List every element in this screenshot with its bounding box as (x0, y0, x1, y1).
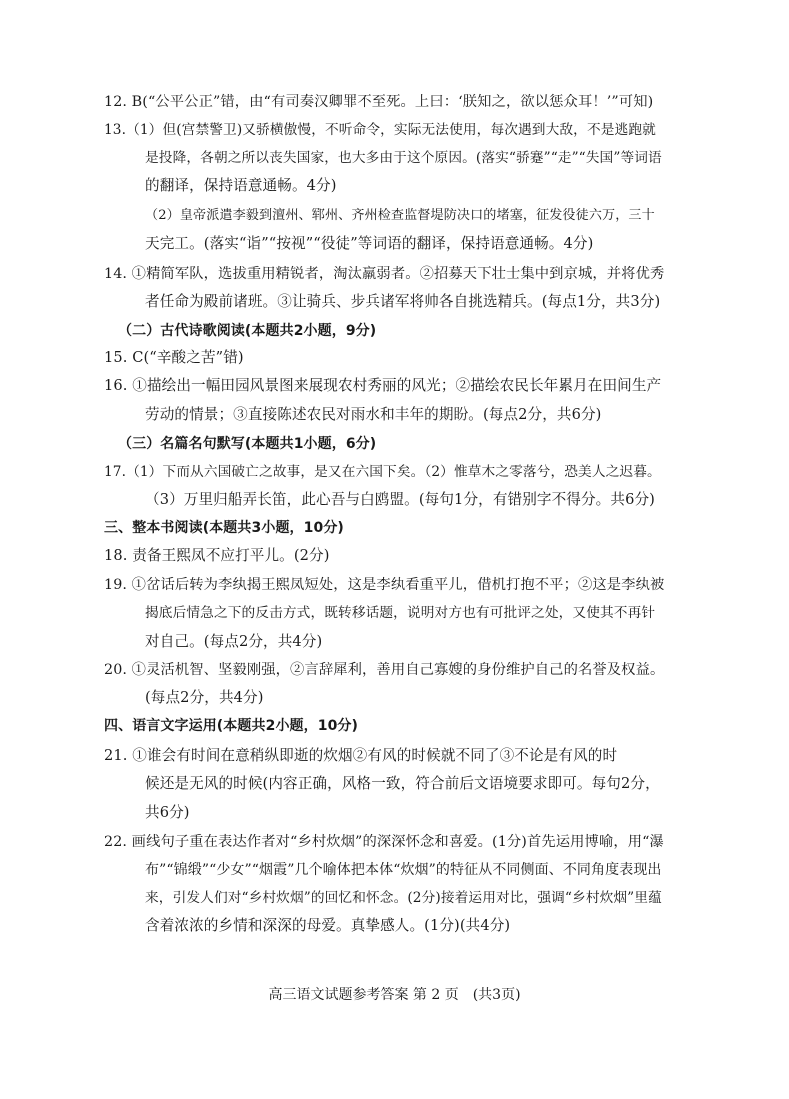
answer-22-line3: 来，引发人们对“乡村炊烟”的回忆和怀念。(2分)接着运用对比，强调“乡村炊烟”里蕴 (145, 890, 662, 906)
section-heading-whole-book-reading: 三、整本书阅读(本题共3小题，10分) (104, 520, 344, 536)
answer-12: 12. B(“公平公正”错，由“有司奏汉卿罪不至死。上曰：‘朕知之，欲以惩众耳！’”可知) (104, 94, 654, 110)
answer-22-line2: 布”“锦缎”“少女”“烟霞”几个喻体把本体“炊烟”的特征从不同侧面、不同角度表现出 (145, 862, 662, 878)
answer-17-line2: （3）万里归船弄长笛，此心吾与白鸥盟。(每句1分，有错别字不得分。共6分) (145, 491, 655, 508)
answer-20-line2: (每点2分，共4分) (145, 689, 264, 706)
answer-19-line1: 19. ①岔话后转为李纨揭王熙凤短处，这是李纨看重平儿，借机打抱不平；②这是李纨被 (104, 577, 665, 593)
answer-13-part1-line3: 的翻译，保持语意通畅。4分) (145, 177, 337, 194)
answer-21-line3: 共6分) (145, 804, 190, 821)
answer-15: 15. C(“辛酸之苦”错) (104, 349, 244, 366)
answer-21-line2: 候还是无风的时候(内容正确，风格一致，符合前后文语境要求即可。每句2分， (145, 775, 660, 792)
section-heading-famous-lines: （三）名篇名句默写(本题共1小题，6分) (118, 436, 377, 452)
answer-13-part2-line2: 天完工。(落实“诣”“按视”“役徒”等词语的翻译，保持语意通畅。4分) (145, 235, 594, 252)
answer-14-line2: 者任命为殿前诸班。③让骑兵、步兵诸军将帅各自挑选精兵。(每点1分，共3分) (145, 293, 661, 310)
answer-13-part1-line2: 是投降，各朝之所以丧失国家，也大多由于这个原因。(落实“骄蹇”“走”“失国”等词语 (145, 150, 662, 166)
answer-17-line1: 17.（1）下而从六国破亡之故事，是又在六国下矣。（2）惟草木之零落兮，恐美人之迟暮。 (104, 464, 661, 480)
answer-14-line1: 14. ①精简军队，选拔重用精锐者，淘汰羸弱者。②招募天下壮士集中到京城，并将优秀 (104, 266, 665, 282)
page-footer: 高三语文试题参考答案 第 2 页 (共3页) (268, 987, 521, 1003)
answer-18: 18. 责备王熙凤不应打平儿。(2分) (104, 547, 330, 564)
answer-16-line1: 16. ①描绘出一幅田园风景图来展现农村秀丽的风光；②描绘农民长年累月在田间生产 (104, 377, 662, 394)
section-heading-ancient-poetry: （二）古代诗歌阅读(本题共2小题，9分) (118, 323, 377, 339)
answer-21-line1: 21. ①谁会有时间在意稍纵即逝的炊烟②有风的时候就不同了③不论是有风的时 (104, 747, 618, 764)
answer-13-part1-line1: 13.（1）但(宫禁警卫)又骄横傲慢，不听命令，实际无法使用，每次遇到大敌，不是逃跑就 (104, 122, 656, 138)
answer-16-line2: 劳动的情景；③直接陈述农民对雨水和丰年的期盼。(每点2分，共6分) (145, 406, 602, 423)
answer-19-line3: 对自己。(每点2分，共4分) (145, 633, 323, 650)
section-heading-language-use: 四、语言文字运用(本题共2小题，10分) (104, 718, 359, 734)
answer-22-line4: 含着浓浓的乡情和深深的母爱。真挚感人。(1分)(共4分) (145, 917, 511, 934)
answer-19-line2: 揭底后情急之下的反击方式，既转移话题，说明对方也有可批评之处，又使其不再针 (145, 605, 656, 621)
answer-22-line1: 22. 画线句子重在表达作者对“乡村炊烟”的深深怀念和喜爱。(1分)首先运用博喻，用“瀑 (104, 834, 664, 850)
answer-13-part2-line1: （2）皇帝派遣李毅到澶州、郓州、齐州检查监督堤防决口的堵塞，征发役徒六万，三十 (145, 208, 655, 223)
answer-20-line1: 20. ①灵活机智、坚毅刚强，②言辞犀利，善用自己寡嫂的身份维护自己的名誉及权益。 (104, 662, 665, 678)
